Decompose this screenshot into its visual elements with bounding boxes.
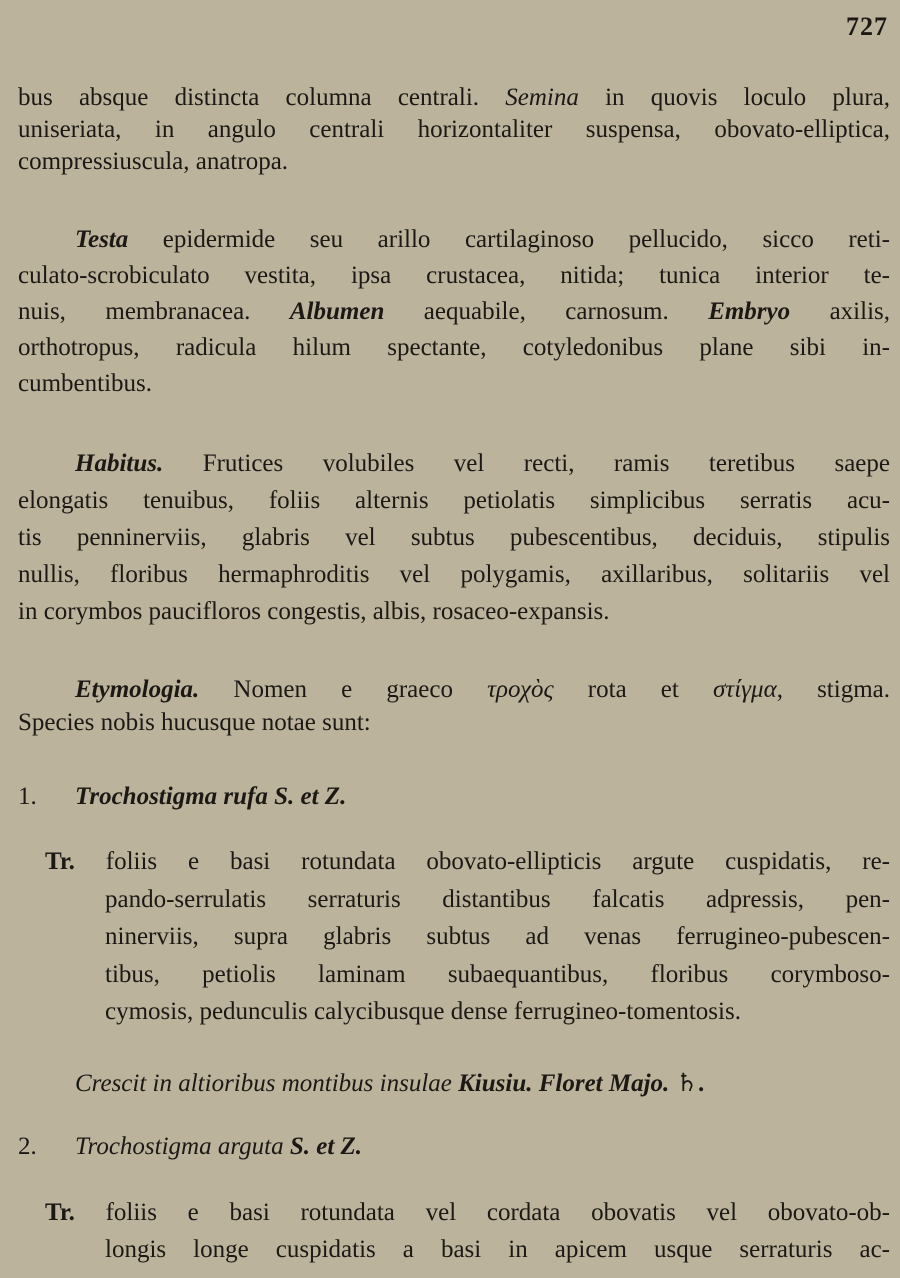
text-run: tis penninerviis, glabris vel subtus pubescentibus, deciduis, stipulis [18, 524, 890, 551]
text-run: Crescit in altioribus montibus insulae [75, 1070, 459, 1097]
text-line [18, 1133, 890, 1158]
paragraph [18, 450, 890, 635]
text-run: elongatis tenuibus, foliis alternis petiolatis simplicibus serratis acu- [18, 487, 890, 514]
text-line [18, 886, 890, 911]
text-line [18, 148, 890, 173]
text-run: Species nobis hucusque notae sunt: [18, 709, 371, 736]
text-line [18, 1236, 890, 1261]
text-run: orthotropus, radicula hilum spectante, cotyledonibus plane sibi in- [18, 334, 890, 361]
text-line [18, 676, 890, 701]
text-run: Tr. [45, 1199, 75, 1226]
text-line [18, 1068, 890, 1097]
text-line [18, 524, 890, 549]
text-run: tibus, petiolis laminam subaequantibus, floribus corymboso- [105, 960, 890, 988]
text-line [18, 450, 890, 475]
text-line [18, 226, 890, 251]
text-run: culato-scrobiculato vestita, ipsa crustacea, nitida; tunica interior te- [18, 262, 890, 289]
text-line [18, 116, 890, 141]
text-line [18, 561, 890, 586]
text-line [18, 487, 890, 512]
text-run: Tr. [45, 848, 75, 875]
text-run: στίγμα [712, 676, 777, 703]
text-run: axilis, [790, 298, 891, 325]
text-line [18, 598, 890, 623]
text-run: in quovis loculo plura, [578, 84, 890, 111]
paragraph [18, 676, 890, 742]
list-number: 1. [18, 783, 37, 810]
text-run: bus absque distincta columna centrali. [18, 84, 506, 111]
text-line [18, 1199, 890, 1224]
text-run: pando-serrulatis serraturis distantibus falcatis adpressis, pen- [105, 885, 890, 913]
text-run: Trochostigma arguta [75, 1133, 290, 1160]
text-run: S. et Z. [274, 783, 347, 810]
text-line [18, 334, 890, 359]
text-line [18, 262, 890, 287]
text-run: ♄. [675, 1070, 705, 1097]
text-run: in corymbos paucifloros congestis, albis, rosaceo-expansis. [18, 598, 610, 625]
list-number: 2. [18, 1133, 37, 1160]
text-run: Semina [505, 84, 579, 111]
species-diagnosis [18, 1199, 890, 1273]
text-run: compressiuscula, anatropa. [18, 148, 289, 175]
text-run: Testa [75, 226, 129, 253]
text-line [18, 848, 890, 873]
text-run: nullis, floribus hermaphroditis vel polygamis, axillaribus, solitariis vel [18, 561, 890, 588]
text-run: ninerviis, supra glabris subtus ad venas ferrugineo-pubescen- [105, 923, 890, 950]
text-run: foliis e basi rotundata obovato-ellipticis argute cuspidatis, re- [74, 848, 890, 875]
text-line [18, 923, 890, 948]
paragraph [18, 226, 890, 406]
text-run: , stigma. [776, 676, 890, 703]
text-line [18, 84, 890, 109]
text-line [18, 370, 890, 395]
text-run: Embryo [708, 298, 791, 325]
species-heading [18, 783, 890, 808]
page-number: 727 [846, 12, 888, 41]
text-run: Etymologia. [75, 676, 200, 703]
text-line [18, 998, 890, 1023]
species-diagnosis [18, 848, 890, 1036]
text-line [18, 961, 890, 986]
text-run: Albumen [289, 298, 385, 325]
text-run: τροχὸς [487, 676, 554, 703]
text-line [18, 298, 890, 323]
species-heading [18, 1133, 890, 1158]
text-run: Nomen e graeco [199, 676, 488, 703]
text-line [18, 783, 890, 808]
text-run: Frutices volubiles vel recti, ramis teretibus saepe [163, 450, 890, 477]
text-run: Kiusiu. [458, 1070, 533, 1097]
paragraph [18, 84, 890, 180]
text-run: rota et [553, 676, 713, 703]
text-run: uniseriata, in angulo centrali horizontaliter suspensa, obovato-elliptica, [18, 116, 890, 143]
text-line [18, 709, 890, 734]
text-run: Habitus. [75, 450, 164, 477]
text-run: longis longe cuspidatis a basi in apicem usque serraturis ac- [105, 1236, 890, 1263]
text-run: foliis e basi rotundata vel cordata obovatis vel obovato-ob- [74, 1199, 890, 1226]
paragraph [18, 1068, 890, 1097]
text-run: aequabile, carnosum. [384, 298, 709, 325]
text-run: Trochostigma rufa [75, 783, 275, 810]
text-run: Floret Majo. [532, 1070, 676, 1097]
text-run: S. et Z. [289, 1133, 363, 1160]
text-run: cymosis, pedunculis calycibusque dense ferrugineo-tomentosis. [105, 998, 741, 1025]
text-run: epidermide seu arillo cartilaginoso pellucido, sicco reti- [128, 226, 890, 253]
text-run: cumbentibus. [18, 370, 153, 397]
text-run: nuis, membranacea. [18, 298, 290, 325]
